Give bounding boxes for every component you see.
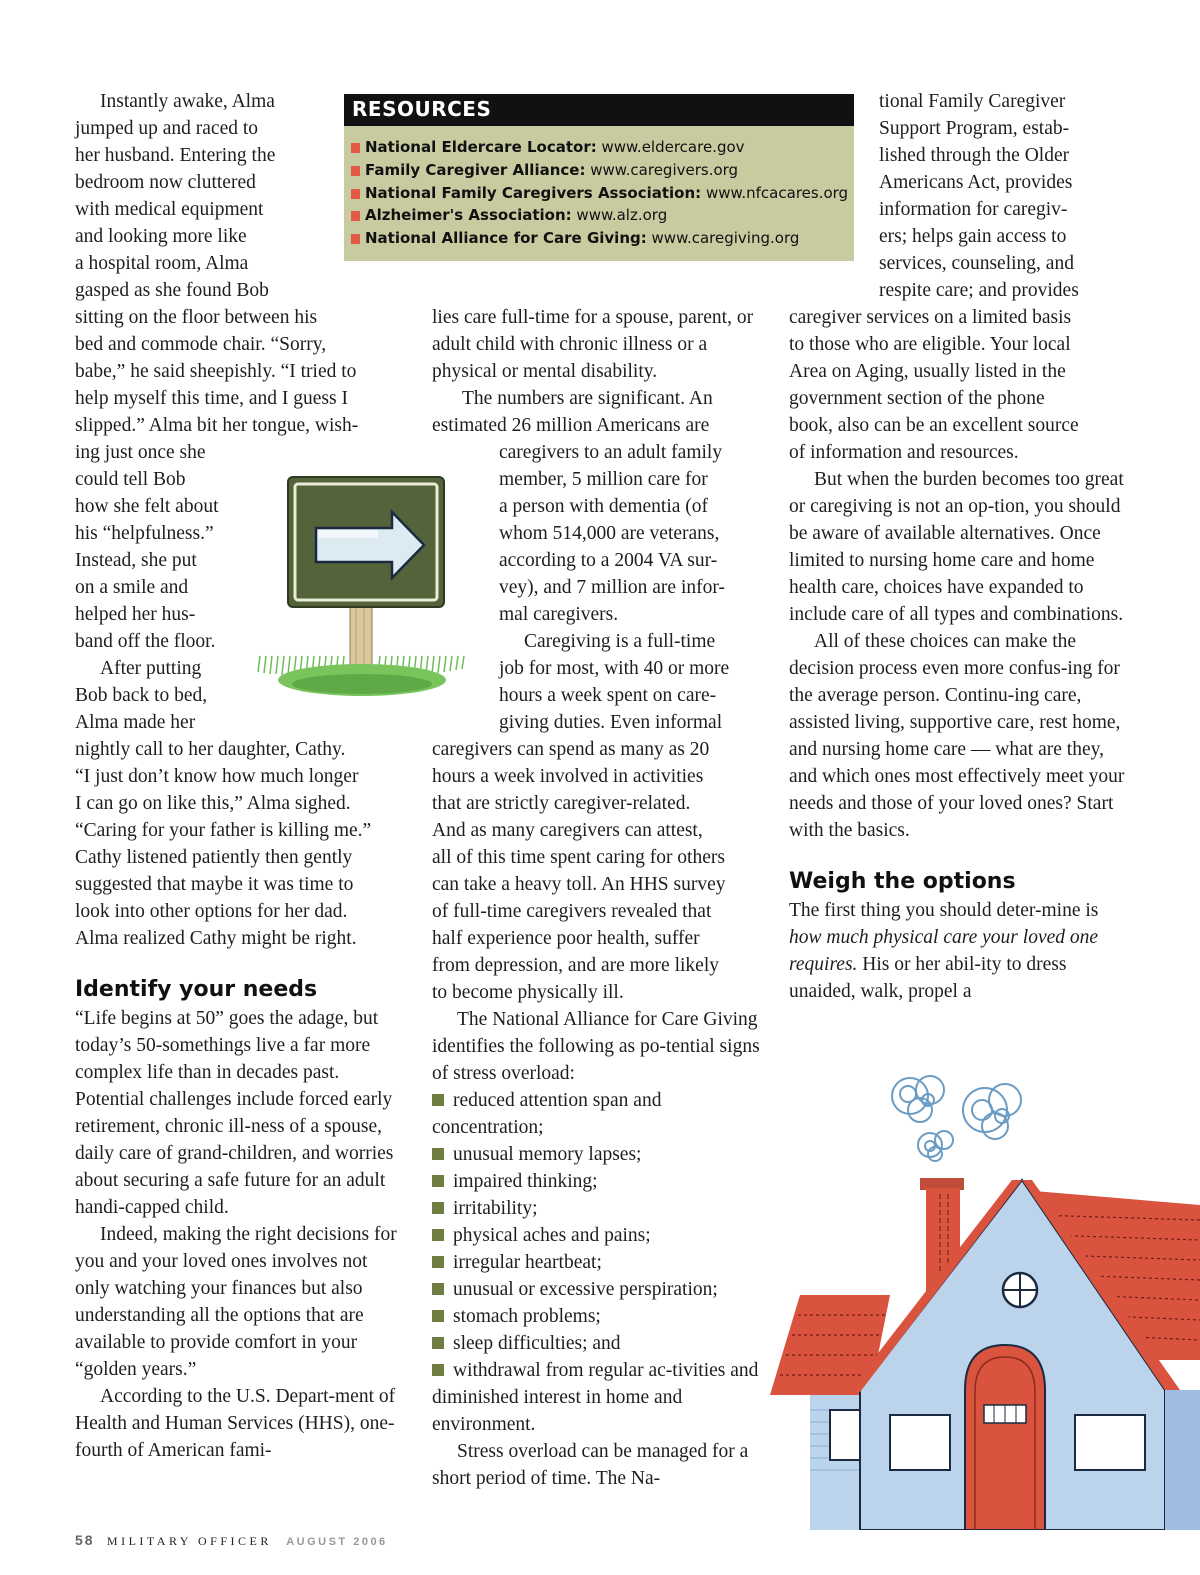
resources-list <box>344 126 854 250</box>
house-illustration <box>770 1070 1200 1530</box>
section-heading: Weigh the options <box>789 869 1016 894</box>
stress-signs-list <box>432 1087 772 1438</box>
square-bullet-icon <box>432 1148 444 1160</box>
square-bullet-icon <box>432 1202 444 1214</box>
list-item: unusual or excessive perspiration; <box>432 1276 772 1303</box>
square-bullet-icon <box>432 1094 444 1106</box>
square-bullet-icon <box>432 1337 444 1349</box>
list-item: reduced attention span and concentration; <box>432 1090 662 1138</box>
list-item: sleep difficulties; and <box>432 1330 772 1357</box>
paragraph: Stress overload can be managed for a short period of time. The Na- <box>432 1441 749 1489</box>
paragraph: The first thing you should deter-mine is how much physical care your loved one requires. His or her abil-ity to dress unaided, walk, propel a <box>789 900 1099 1002</box>
list-item: unusual memory lapses; <box>432 1141 772 1168</box>
paragraph: “Life begins at 50” goes the adage, but today’s 50-somethings live a far more complex life than in decades past. Potential challenges include forced early retirement, chronic ill-ness of a spouse, daily care of grand-children, and worries about securing a safe future for an adult handi-capped child. <box>75 1008 394 1218</box>
issue-date: AUGUST 2006 <box>286 1536 388 1548</box>
square-bullet-icon <box>432 1175 444 1187</box>
paragraph: The National Alliance for Care Giving identifies the following as po-tential signs of stress overload: <box>432 1009 760 1084</box>
paragraph: According to the U.S. Depart-ment of Health and Human Services (HHS), one-fourth of American fami- <box>75 1386 396 1461</box>
resource-item: National Alliance for Care Giving: www.caregiving.org <box>351 227 854 250</box>
resource-url[interactable]: www.caregiving.org <box>651 229 800 248</box>
square-bullet-icon <box>432 1283 444 1295</box>
paragraph: But when the burden becomes too great or caregiving is not an op-tion, you should be aware of available alternatives. Once limited to nursing home care and home health care, choices have expanded to include care of all types and combinations. <box>789 469 1124 625</box>
resource-item: National Eldercare Locator: www.eldercare.gov <box>351 136 854 159</box>
resources-box <box>344 94 854 261</box>
list-item: withdrawal from regular ac-tivities and diminished interest in home and environment. <box>432 1360 759 1435</box>
paragraph: All of these choices can make the decision process even more confus-ing for the average person. Continu-ing care, assisted living, supportive care, rest home, and nursing home care — what are they, and which ones most effectively meet your needs and those of your loved ones? Start with the basics. <box>789 631 1125 841</box>
paragraph: The numbers are significant. An estimated 26 million Americans are caregivers to an adult family member, 5 million care for a person with dementia (of whom 514,000 are veterans, according to a 2004 VA sur- vey), and 7 million are infor- mal caregivers. <box>432 388 725 625</box>
paragraph: lies care full-time for a spouse, parent, or adult child with chronic illness or a physical or mental disability. <box>432 307 754 382</box>
column-1 <box>75 88 405 1464</box>
list-item: stomach problems; <box>432 1303 772 1330</box>
opening-paragraph: Instantly awake, Alma jumped up and raced to her husband. Entering the bedroom now cluttered with medical equipment and looking more like a hospital room, Alma gasped as she found Bob sitting on the floor between his bed and commode chair. “Sorry, babe,” he said sheepishly. “I tried to help myself this time, and I guess I slipped.” Alma bit her tongue, wish- ing just once she could tell Bob how she felt about his “helpfulness.” Instead, she put on a smile and helped her hus- band off the floor. <box>75 91 359 652</box>
page-footer <box>75 1532 388 1549</box>
magazine-name: MILITARY OFFICER <box>106 1534 272 1548</box>
resource-url[interactable]: www.eldercare.gov <box>601 138 745 156</box>
list-item: physical aches and pains; <box>432 1222 772 1249</box>
square-bullet-icon <box>432 1229 444 1241</box>
paragraph: tional Family Caregiver Support Program, estab- lished through the Older Americans Act, provides information for caregiv- ers; helps gain access to services, counseling, and respite care; and provides caregiver services on a limited basis to those who are eligible. Your local Area on Aging, usually listed in the government section of the phone book, also can be an excellent source of information and resources. <box>789 91 1079 463</box>
resource-item: Alzheimer's Association: www.alz.org <box>351 204 854 227</box>
square-bullet-icon <box>432 1310 444 1322</box>
paragraph: After putting Bob back to bed, Alma made her nightly call to her daughter, Cathy. “I just don’t know how much longer I can go on like this,” Alma sighed. “Caring for your father is killing me.” Cathy listened patiently then gently suggested that maybe it was time to look into other options for her dad. Alma realized Cathy might be right. <box>75 658 372 949</box>
paragraph: Indeed, making the right decisions for you and your loved ones involves not only watching your finances but also understanding all the options that are available to provide comfort in your “golden years.” <box>75 1224 397 1380</box>
section-heading: Identify your needs <box>75 977 318 1002</box>
resources-heading: RESOURCES <box>344 94 854 126</box>
list-item: irritability; <box>432 1195 772 1222</box>
column-2 <box>432 304 772 1492</box>
resource-url[interactable]: www.nfcacares.org <box>705 183 849 202</box>
page-number: 58 <box>75 1532 95 1548</box>
square-bullet-icon <box>432 1256 444 1268</box>
paragraph: Caregiving is a full-time job for most, with 40 or more hours a week spent on care- giving duties. Even informal caregivers can spend as many as 20 hours a week involved in activities that are strictly caregiver-related. And as many caregivers can attest, all of this time spent caring for others can take a heavy toll. An HHS survey of full-time caregivers revealed that half experience poor health, suffer from depression, and are more likely to become physically ill. <box>432 631 730 1003</box>
column-3 <box>789 88 1129 1005</box>
list-item: irregular heartbeat; <box>432 1249 772 1276</box>
square-bullet-icon <box>432 1364 444 1376</box>
list-item: impaired thinking; <box>432 1168 772 1195</box>
resource-url[interactable]: www.alz.org <box>576 206 668 225</box>
resource-item: Family Caregiver Alliance: www.caregivers.org <box>351 159 854 182</box>
resource-item: National Family Caregivers Association: www.nfcacares.org <box>351 182 854 205</box>
resource-url[interactable]: www.caregivers.org <box>590 160 739 179</box>
